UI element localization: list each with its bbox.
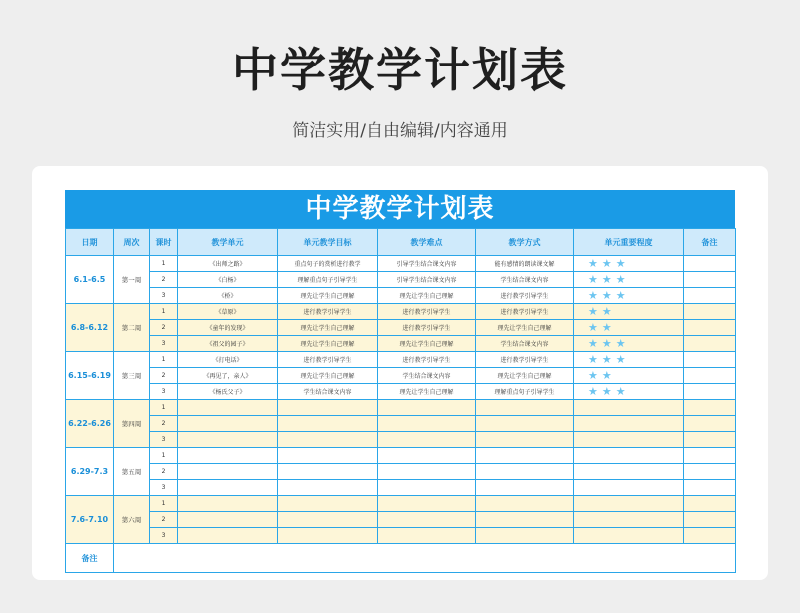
remarks-cell[interactable] [684,400,736,416]
table-row [66,256,736,272]
star-icon: ★ [601,321,616,334]
lesson-cell[interactable]: 1 [150,304,178,320]
header-row [66,229,736,256]
importance-cell[interactable] [574,400,684,416]
method-cell[interactable] [476,448,574,464]
importance-cell[interactable] [574,416,684,432]
remarks-cell[interactable] [684,432,736,448]
importance-cell[interactable] [574,352,684,368]
method-cell[interactable]: 进行教学引导学生 [476,352,574,368]
method-cell[interactable] [476,512,574,528]
importance-cell[interactable] [574,256,684,272]
header-date: 日期 [66,229,114,256]
star-icon: ★ [601,385,616,398]
star-icon: ★ [588,321,602,334]
lesson-cell[interactable]: 3 [150,336,178,352]
unit-cell[interactable]: 《祖父的园子》 [178,336,278,352]
star-icon: ★ [615,337,630,350]
unit-cell[interactable]: 《桥》 [178,288,278,304]
header-unit: 教学单元 [178,229,278,256]
importance-cell[interactable] [574,496,684,512]
goal-cell[interactable]: 理先让学生自己理解 [278,336,378,352]
header-method: 教学方式 [476,229,574,256]
date-cell[interactable]: 6.15-6.19 [66,352,114,400]
lesson-cell[interactable]: 2 [150,272,178,288]
difficulty-cell[interactable]: 理先让学生自己理解 [378,288,476,304]
remarks-cell[interactable] [684,256,736,272]
lesson-cell[interactable]: 3 [150,288,178,304]
method-cell[interactable] [476,528,574,544]
method-cell[interactable]: 进行教学引导学生 [476,304,574,320]
star-icon: ★ [601,289,616,302]
unit-cell[interactable] [178,464,278,480]
star-icon: ★ [615,385,630,398]
header-week: 周次 [114,229,150,256]
goal-cell[interactable]: 学生结合课文内容 [278,384,378,400]
table-row [66,384,736,400]
table-row [66,432,736,448]
goal-cell[interactable] [278,480,378,496]
importance-cell[interactable] [574,304,684,320]
table-row [66,496,736,512]
remarks-cell[interactable] [684,304,736,320]
lesson-cell[interactable]: 1 [150,496,178,512]
method-cell[interactable] [476,496,574,512]
remarks-cell[interactable] [684,528,736,544]
goal-cell[interactable] [278,496,378,512]
unit-cell[interactable]: 《再见了，亲人》 [178,368,278,384]
goal-cell[interactable]: 进行教学引导学生 [278,352,378,368]
note-label: 备注 [66,544,114,573]
goal-cell[interactable] [278,416,378,432]
remarks-cell[interactable] [684,368,736,384]
importance-cell[interactable] [574,448,684,464]
unit-cell[interactable]: 《童年的发现》 [178,320,278,336]
goal-cell[interactable]: 理先让学生自己理解 [278,320,378,336]
method-cell[interactable]: 理解重点句子引导学生 [476,384,574,400]
difficulty-cell[interactable] [378,464,476,480]
difficulty-cell[interactable] [378,448,476,464]
lesson-cell[interactable]: 2 [150,320,178,336]
star-icon: ★ [588,337,602,350]
star-icon: ★ [601,257,616,270]
importance-cell[interactable] [574,384,684,400]
difficulty-cell[interactable]: 理先让学生自己理解 [378,384,476,400]
difficulty-cell[interactable]: 进行教学引导学生 [378,352,476,368]
star-icon: ★ [615,273,630,286]
star-icon: ★ [601,353,616,366]
method-cell[interactable] [476,416,574,432]
goal-cell[interactable] [278,448,378,464]
week-cell[interactable]: 第一周 [114,256,150,304]
unit-cell[interactable] [178,496,278,512]
remarks-cell[interactable] [684,512,736,528]
star-icon: ★ [601,305,616,318]
header-goal: 单元教学目标 [278,229,378,256]
unit-cell[interactable]: 《杨氏父子》 [178,384,278,400]
method-cell[interactable]: 能有感情的朗读课文解 [476,256,574,272]
unit-cell[interactable] [178,480,278,496]
date-cell[interactable]: 7.6-7.10 [66,496,114,544]
star-icon: ★ [588,385,602,398]
lesson-cell[interactable]: 1 [150,448,178,464]
method-cell[interactable]: 进行教学引导学生 [476,288,574,304]
importance-cell[interactable] [574,480,684,496]
header-importance: 单元重要程度 [574,229,684,256]
difficulty-cell[interactable]: 进行教学引导学生 [378,320,476,336]
table-row [66,464,736,480]
importance-cell[interactable] [574,432,684,448]
table-row [66,512,736,528]
unit-cell[interactable]: 《白杨》 [178,272,278,288]
lesson-cell[interactable]: 3 [150,432,178,448]
difficulty-cell[interactable]: 进行教学引导学生 [378,304,476,320]
lesson-cell[interactable]: 1 [150,256,178,272]
preview-card [32,166,768,580]
table-row [66,288,736,304]
remarks-cell[interactable] [684,464,736,480]
remarks-cell[interactable] [684,288,736,304]
unit-cell[interactable] [178,528,278,544]
table-row [66,480,736,496]
goal-cell[interactable] [278,528,378,544]
difficulty-cell[interactable]: 学生结合课文内容 [378,368,476,384]
lesson-cell[interactable]: 3 [150,480,178,496]
week-cell[interactable]: 第三周 [114,352,150,400]
sheet-title: 中学教学计划表 [65,190,735,228]
remarks-cell[interactable] [684,480,736,496]
lesson-cell[interactable]: 2 [150,512,178,528]
table-row [66,448,736,464]
remarks-cell[interactable] [684,320,736,336]
lesson-cell[interactable]: 2 [150,368,178,384]
difficulty-cell[interactable] [378,480,476,496]
star-icon: ★ [588,273,602,286]
star-icon: ★ [588,305,602,318]
table-row [66,272,736,288]
star-icon: ★ [615,353,630,366]
star-icon: ★ [601,337,616,350]
note-row [66,544,736,573]
plan-table [65,228,736,573]
difficulty-cell[interactable] [378,432,476,448]
importance-cell[interactable] [574,288,684,304]
table-row [66,400,736,416]
header-remarks: 备注 [684,229,736,256]
difficulty-cell[interactable]: 引导学生结合课文内容 [378,256,476,272]
date-cell[interactable]: 6.29-7.3 [66,448,114,496]
table-row [66,336,736,352]
unit-cell[interactable] [178,416,278,432]
method-cell[interactable]: 学生结合课文内容 [476,336,574,352]
week-cell[interactable]: 第二周 [114,304,150,352]
importance-cell[interactable] [574,272,684,288]
goal-cell[interactable]: 进行教学引导学生 [278,304,378,320]
header-lesson: 课时 [150,229,178,256]
method-cell[interactable]: 理先让学生自己理解 [476,368,574,384]
remarks-cell[interactable] [684,336,736,352]
goal-cell[interactable]: 理先让学生自己理解 [278,288,378,304]
goal-cell[interactable] [278,512,378,528]
table-row [66,352,736,368]
method-cell[interactable] [476,480,574,496]
remarks-cell[interactable] [684,272,736,288]
goal-cell[interactable] [278,432,378,448]
table-row [66,304,736,320]
goal-cell[interactable]: 理先让学生自己理解 [278,368,378,384]
table-row [66,368,736,384]
remarks-cell[interactable] [684,448,736,464]
unit-cell[interactable] [178,448,278,464]
star-icon: ★ [601,273,616,286]
difficulty-cell[interactable] [378,400,476,416]
week-cell[interactable]: 第五周 [114,448,150,496]
importance-cell[interactable] [574,368,684,384]
table-row [66,416,736,432]
unit-cell[interactable] [178,512,278,528]
spreadsheet [65,190,735,573]
date-cell[interactable]: 6.1-6.5 [66,256,114,304]
header-difficulty: 教学难点 [378,229,476,256]
remarks-cell[interactable] [684,416,736,432]
page-title: 中学教学计划表 [232,43,568,97]
unit-cell[interactable]: 《出师之路》 [178,256,278,272]
goal-cell[interactable] [278,400,378,416]
table-row [66,320,736,336]
week-cell[interactable]: 第四周 [114,400,150,448]
star-icon: ★ [588,289,602,302]
goal-cell[interactable]: 重点句子的赏析进行教学 [278,256,378,272]
star-icon: ★ [615,257,630,270]
method-cell[interactable]: 理先让学生自己理解 [476,320,574,336]
star-icon: ★ [588,353,602,366]
method-cell[interactable] [476,432,574,448]
difficulty-cell[interactable] [378,416,476,432]
unit-cell[interactable]: 《草原》 [178,304,278,320]
lesson-cell[interactable]: 1 [150,400,178,416]
lesson-cell[interactable]: 2 [150,464,178,480]
goal-cell[interactable]: 理解重点句子引导学生 [278,272,378,288]
table-row [66,528,736,544]
note-cell[interactable] [114,544,736,573]
importance-cell[interactable] [574,464,684,480]
difficulty-cell[interactable] [378,496,476,512]
importance-cell[interactable] [574,528,684,544]
difficulty-cell[interactable] [378,528,476,544]
remarks-cell[interactable] [684,352,736,368]
star-icon: ★ [588,369,602,382]
importance-cell[interactable] [574,512,684,528]
remarks-cell[interactable] [684,496,736,512]
lesson-cell[interactable]: 2 [150,416,178,432]
goal-cell[interactable] [278,464,378,480]
date-cell[interactable]: 6.22-6.26 [66,400,114,448]
unit-cell[interactable] [178,400,278,416]
unit-cell[interactable] [178,432,278,448]
difficulty-cell[interactable]: 引导学生结合课文内容 [378,272,476,288]
importance-cell[interactable] [574,336,684,352]
method-cell[interactable] [476,464,574,480]
star-icon: ★ [615,289,630,302]
week-cell[interactable]: 第六周 [114,496,150,544]
star-icon: ★ [588,257,602,270]
method-cell[interactable]: 学生结合课文内容 [476,272,574,288]
lesson-cell[interactable]: 3 [150,384,178,400]
page-subtitle: 简洁实用/自由编辑/内容通用 [292,121,508,141]
difficulty-cell[interactable] [378,512,476,528]
remarks-cell[interactable] [684,384,736,400]
unit-cell[interactable]: 《打电话》 [178,352,278,368]
lesson-cell[interactable]: 3 [150,528,178,544]
lesson-cell[interactable]: 1 [150,352,178,368]
date-cell[interactable]: 6.8-6.12 [66,304,114,352]
star-icon: ★ [601,369,616,382]
importance-cell[interactable] [574,320,684,336]
difficulty-cell[interactable]: 理先让学生自己理解 [378,336,476,352]
plan-body [66,256,736,544]
method-cell[interactable] [476,400,574,416]
